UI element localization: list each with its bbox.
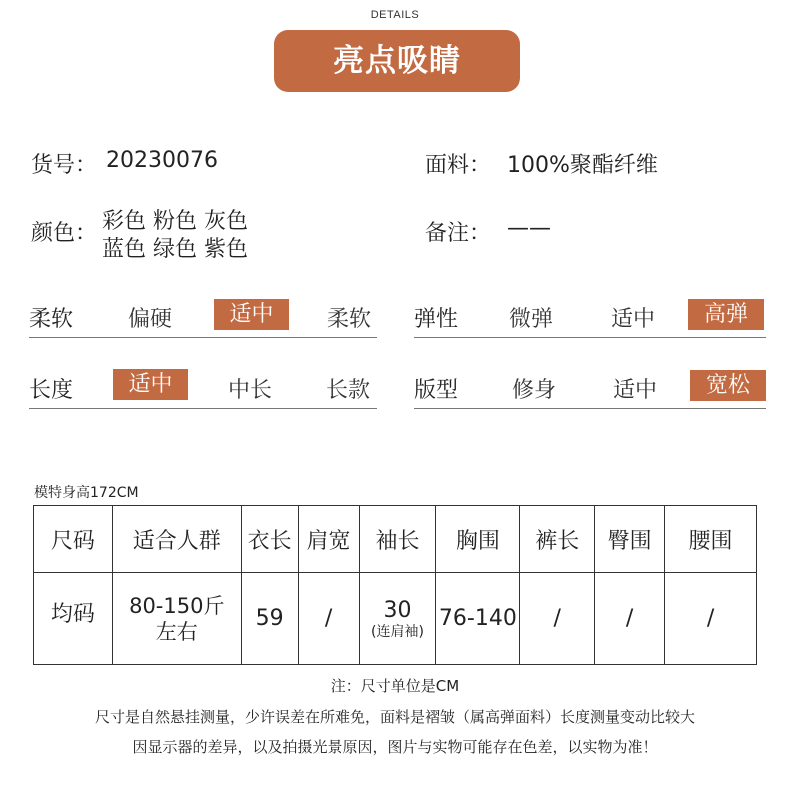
unit-note: 注：尺寸单位是CM — [330, 677, 460, 695]
remark-label: 备注： — [425, 221, 492, 246]
remark-value: —— — [507, 216, 551, 241]
header-length: 衣长 — [241, 506, 298, 573]
details-caption: DETAILS — [370, 9, 420, 21]
cell-size: 均码 — [34, 573, 113, 665]
header-waist: 腰围 — [665, 506, 757, 573]
cell-chest: 76-140 — [436, 573, 520, 665]
cell-hip: / — [595, 573, 665, 665]
fabric-value: 100%聚酯纤维 — [507, 153, 658, 178]
cell-pants-length: / — [520, 573, 595, 665]
header-size: 尺码 — [34, 506, 113, 573]
length-option-mid-long: 中长 — [228, 378, 273, 403]
cell-waist: / — [665, 573, 757, 665]
fabric-label: 面料： — [425, 153, 492, 178]
softness-option-soft: 柔软 — [327, 307, 372, 332]
fit-option-regular: 适中 — [613, 378, 658, 403]
model-height-note: 模特身高172CM — [34, 485, 139, 501]
cell-length: 59 — [241, 573, 298, 665]
table-row — [34, 573, 757, 665]
header-shoulder: 肩宽 — [298, 506, 359, 573]
color-line-1: 彩色 粉色 灰色 — [102, 209, 248, 234]
elasticity-label: 弹性 — [414, 307, 459, 332]
sleeve-value: 30 — [383, 597, 412, 623]
size-table — [33, 505, 757, 665]
divider — [414, 408, 766, 409]
softness-label: 柔软 — [29, 307, 74, 332]
softness-option-hard: 偏硬 — [128, 307, 173, 332]
fit-option-slim: 修身 — [512, 378, 557, 403]
length-option-long: 长款 — [326, 378, 371, 403]
elasticity-option-slight: 微弹 — [509, 307, 554, 332]
header-hip: 臀围 — [595, 506, 665, 573]
sku-label: 货号： — [31, 153, 98, 178]
fit-group-line-1: 80-150斤 — [129, 593, 225, 618]
length-option-medium-selected: 适中 — [113, 369, 188, 400]
divider — [29, 337, 377, 338]
divider — [414, 337, 766, 338]
cell-fit-group — [112, 573, 241, 665]
length-label: 长度 — [29, 378, 74, 403]
cell-shoulder: / — [298, 573, 359, 665]
sku-value: 20230076 — [106, 148, 218, 173]
page-title: 亮点吸睛 — [333, 43, 461, 79]
measurement-note: 尺寸是自然悬挂测量，少许误差在所难免，面料是褶皱（属高弹面料）长度测量变动比较大 — [94, 708, 695, 726]
color-label: 颜色： — [31, 221, 98, 246]
header-pants-length: 裤长 — [520, 506, 595, 573]
fit-group-line-2: 左右 — [155, 619, 198, 644]
color-line-2: 蓝色 绿色 紫色 — [102, 237, 248, 262]
elasticity-option-medium: 适中 — [611, 307, 656, 332]
header-chest: 胸围 — [436, 506, 520, 573]
softness-option-medium-selected: 适中 — [214, 299, 289, 330]
table-header-row — [34, 506, 757, 573]
elasticity-option-high-selected: 高弹 — [688, 299, 764, 330]
fit-option-loose-selected: 宽松 — [690, 370, 766, 401]
header-fit-group: 适合人群 — [112, 506, 241, 573]
fit-label: 版型 — [414, 378, 459, 403]
color-difference-note: 因显示器的差异，以及拍摄光景原因，图片与实物可能存在色差，以实物为准！ — [132, 738, 658, 756]
sleeve-note: (连肩袖) — [370, 623, 424, 640]
cell-sleeve — [359, 573, 436, 665]
header-sleeve: 袖长 — [359, 506, 436, 573]
divider — [29, 408, 377, 409]
